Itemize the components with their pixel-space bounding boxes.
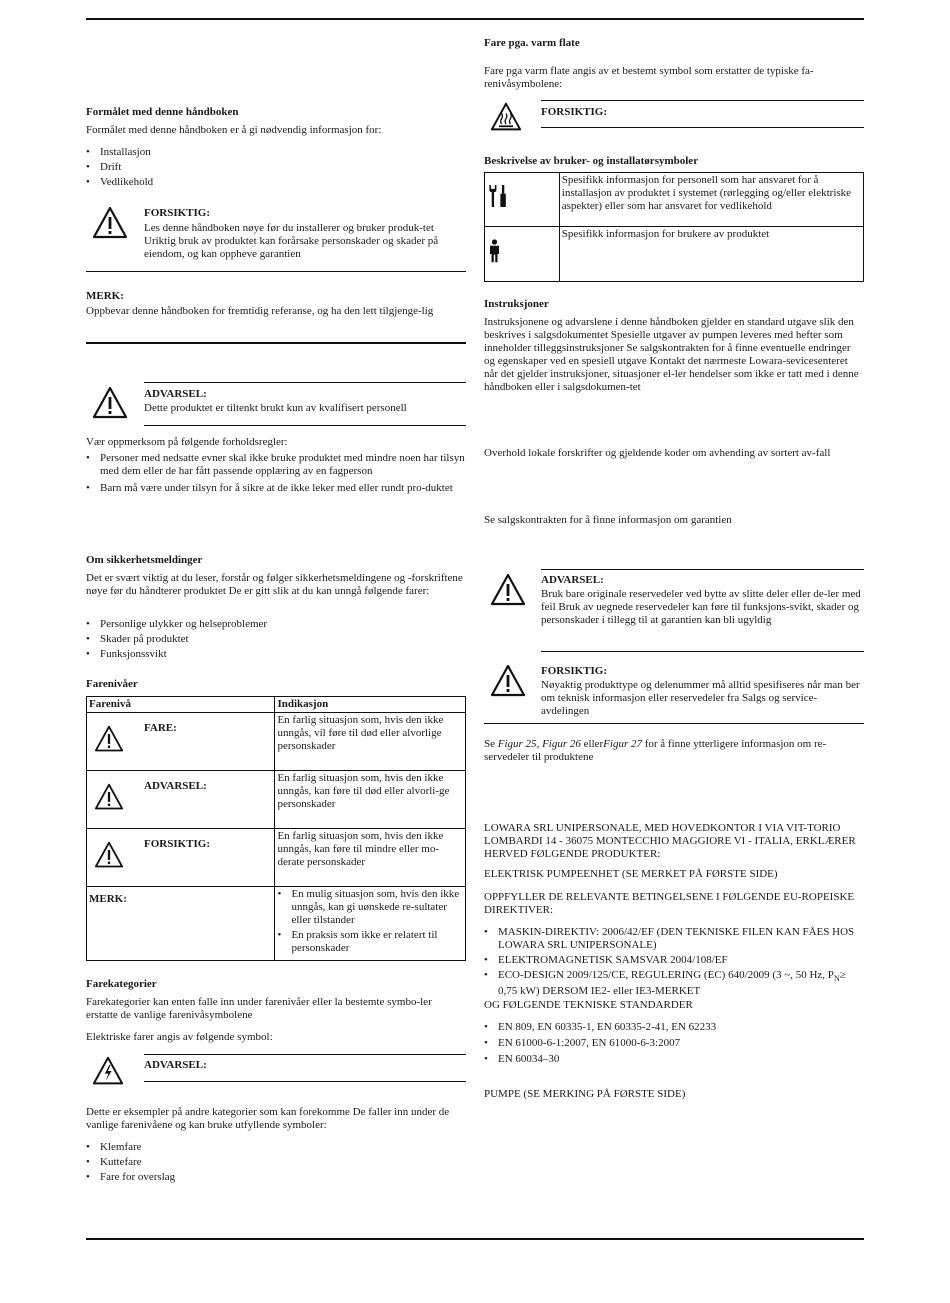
notice-body: Bruk bare originale reservedeler ved bytte av slitte deler eller de-ler med feil Bruk av uegnede reservedeler kan føre til funksjons-svikt, skader og personskader i tillegg til at garantien kan bli ugyldig — [541, 588, 861, 626]
electrical-text: Elektriske farer angis av følgende symbol: — [86, 1031, 273, 1043]
figure-reference: Se Figur 25, Figur 26 ellerFigur 27 for å finne ytterligere informasjon om re-servedeler til produktene — [484, 738, 827, 763]
hot-surface-icon — [490, 102, 522, 132]
symbols-heading: Beskrivelse av bruker- og installatørsymboler — [484, 155, 699, 167]
list-item: • En praksis som ikke er relatert til personskader — [277, 929, 463, 955]
table-row — [485, 173, 864, 227]
directives-list — [484, 926, 862, 998]
list-item: • Skader på produktet — [86, 633, 466, 646]
list-item: • Klemfare — [86, 1141, 466, 1154]
hazard-levels-table — [86, 696, 466, 961]
column-header: Indikasjon — [275, 697, 466, 713]
notice-body: Nøyaktig produkttype og delenummer må alltid spesifiseres når man ber om teknisk informasjon eller reservedeler fra Salgs og service-avdelingen — [541, 679, 860, 717]
merk-list — [277, 888, 463, 955]
caution-notice — [86, 200, 466, 272]
user-icon — [487, 237, 502, 265]
table-row — [87, 829, 466, 887]
list-item: • Fare for overslag — [86, 1171, 466, 1184]
safety-heading: Om sikkerhetsmeldinger — [86, 554, 203, 566]
electrical-warning-notice — [86, 1054, 466, 1082]
notice-body: Les denne håndboken nøye før du installerer og bruker produk-tet Uriktig bruk av produktet kan forårsake personskader og skader på eiendom, og kan oppheve garantien — [144, 222, 439, 260]
user-description: Spesifikk informasjon for brukere av produktet — [559, 227, 863, 282]
notice-title: ADVARSEL: — [144, 388, 207, 400]
list-item: • Kuttefare — [86, 1156, 466, 1169]
figure-link[interactable]: Figur 25 — [497, 738, 537, 750]
figure-link[interactable]: Figur 26 — [542, 738, 581, 750]
table-row — [87, 771, 466, 829]
notice-title: FORSIKTIG: — [541, 106, 608, 118]
declaration-p2: ELEKTRISK PUMPEENHET (SE MERKET PÅ FØRSTE SIDE) — [484, 868, 778, 880]
list-item: • ELEKTROMAGNETISK SAMSVAR 2004/108/EF — [484, 954, 862, 967]
list-item: • ECO-DESIGN 2009/125/CE, REGULERING (EC) 640/2009 (3 ~, 50 Hz, $P_N\ge 0,75$ kW) DERSOM IE2- eller IE3-MERKET — [484, 969, 862, 998]
warning-triangle-icon — [94, 841, 124, 869]
safety-list — [86, 618, 466, 664]
categories-heading: Farekategorier — [86, 978, 157, 990]
notice-title: FORSIKTIG: — [144, 207, 211, 219]
list-item: • Installasjon — [86, 146, 466, 159]
tools-icon — [487, 181, 509, 211]
list-item: • En mulig situasjon som, hvis den ikke unngås, kan gi uønskede re-sultater eller tilstander — [277, 888, 463, 927]
warning-triangle-icon — [94, 725, 124, 753]
list-item: • Personlige ulykker og helseproblemer — [86, 618, 466, 631]
table-row — [87, 887, 466, 961]
figure-link[interactable]: Figur 27 — [603, 738, 642, 750]
purpose-heading: Formålet med denne håndboken — [86, 106, 239, 118]
spare-parts-warning-notice — [484, 569, 864, 652]
categories-list — [86, 1141, 466, 1187]
levels-heading: Farenivåer — [86, 678, 138, 690]
table-row — [485, 227, 864, 282]
instructions-body: Instruksjonene og advarslene i denne håndboken gjelder en standard utgave slik den beskrives i salgsdokumentet Spesielle utgaver av pumpen leveres med hefter som inneholder tilleggsinstruksjoner Se salgskontrakten for å finne eventuelle endringer og egenskaper ved en spesiell utgave Kontakt det nærmeste Lowara-sevicesenteret når det gjelder instruksjoner, situasjoner el-ler hendelser som ikke er tatt med i denne håndboken eller i salgsdokumen-tet — [484, 316, 859, 393]
list-item: • EN 61000-6-1:2007, EN 61000-6-3:2007 — [484, 1037, 864, 1050]
disposal-text: Overhold lokale forskrifter og gjeldende koder om avhending av sortert av-fall — [484, 447, 831, 459]
list-item: • Drift — [86, 161, 466, 174]
hot-surface-body: Fare pga varm flate angis av et bestemt symbol som erstatter de typiske fa-renivåsymbolene: — [484, 65, 814, 90]
note-rule — [86, 342, 466, 344]
hot-surface-heading: Fare pga. varm flate — [484, 37, 580, 49]
list-item: • Barn må være under tilsyn for å sikre at de ikke leker med eller rundt pro-duktet — [86, 482, 466, 495]
part-number-caution-notice — [484, 660, 864, 724]
list-item: • MASKIN-DIREKTIV: 2006/42/EF (DEN TEKNISKE FILEN KAN FÅES HOS LOWARA SRL UNIPERSONALE) — [484, 926, 862, 952]
list-item: • Personer med nedsatte evner skal ikke bruke produktet med mindre noen har tilsyn med dem eller de har fått passende opplæring av en fagperson — [86, 452, 466, 478]
note-title: MERK: — [86, 290, 124, 302]
warning-notice — [86, 382, 466, 426]
list-item: • Vedlikehold — [86, 176, 466, 189]
declaration-p4: OG FØLGENDE TEKNISKE STANDARDER — [484, 999, 693, 1011]
notice-title: FORSIKTIG: — [541, 665, 608, 677]
column-header: Farenivå — [87, 697, 275, 713]
level-label: FARE: — [144, 722, 177, 734]
notice-body: Dette produktet er tiltenkt brukt kun av kvalifisert personell — [144, 402, 407, 414]
safety-body: Det er svært viktig at du leser, forstår og følger sikkerhetsmeldingene og -forskriftene nøye før du håndterer produktet De er gitt slik at du kan unngå følgende farer: — [86, 572, 463, 597]
categories-body: Farekategorier kan enten falle inn under farenivåer eller la bestemte symbo-ler erstatte de vanlige farenivåsymbolene — [86, 996, 432, 1021]
purpose-list — [86, 146, 466, 192]
purpose-intro: Formålet med denne håndboken er å gi nødvendig informasjon for: — [86, 124, 382, 136]
list-item: • EN 809, EN 60335-1, EN 60335-2-41, EN 62233 — [484, 1021, 864, 1034]
warranty-text: Se salgskontrakten for å finne informasjon om garantien — [484, 514, 732, 526]
level-label: MERK: — [87, 887, 275, 961]
table-header-row — [87, 697, 466, 713]
level-indication: En farlig situasjon som, hvis den ikke unngås, vil føre til død eller alvorlige personskader — [275, 713, 466, 771]
bottom-rule — [86, 1238, 864, 1240]
standards-list — [484, 1021, 864, 1069]
level-indication: En farlig situasjon som, hvis den ikke unngås, kan føre til mindre eller mo-derate personskader — [275, 829, 466, 887]
installer-description: Spesifikk informasjon for personell som har ansvaret for å installasjon av produktet i systemet (rørlegging og/eller elektriske aspekter) eller som har ansvaret for vedlikehold — [559, 173, 863, 227]
warning-triangle-icon — [490, 573, 526, 607]
level-label: FORSIKTIG: — [144, 838, 211, 850]
warning-triangle-icon — [92, 206, 128, 240]
notice-title: ADVARSEL: — [144, 1059, 207, 1071]
level-indication: En farlig situasjon som, hvis den ikke unngås, kan føre til død eller alvorli-ge personskader — [275, 771, 466, 829]
examples-text: Dette er eksempler på andre kategorier som kan forekomme De faller inn under de vanlige farenivåene og kan bruke utfyllende symboler: — [86, 1106, 450, 1131]
top-rule — [86, 18, 864, 20]
instructions-heading: Instruksjoner — [484, 298, 549, 310]
hot-surface-caution-notice — [484, 100, 864, 128]
electrical-hazard-icon — [92, 1056, 124, 1086]
table-row — [87, 713, 466, 771]
list-item: • EN 60034–30 — [484, 1053, 864, 1066]
warning-triangle-icon — [490, 664, 526, 698]
level-label: ADVARSEL: — [144, 780, 207, 792]
list-item: • Funksjonssvikt — [86, 648, 466, 661]
warning-triangle-icon — [92, 386, 128, 420]
declaration-p5: PUMPE (SE MERKING PÅ FØRSTE SIDE) — [484, 1088, 686, 1100]
declaration-p3: OPPFYLLER DE RELEVANTE BETINGELSENE I FØLGENDE EU-ROPEISKE DIREKTIVER: — [484, 891, 855, 916]
precautions-intro: Vær oppmerksom på følgende forholdsregler: — [86, 436, 288, 448]
precautions-list — [86, 452, 466, 498]
notice-title: ADVARSEL: — [541, 574, 604, 586]
warning-triangle-icon — [94, 783, 124, 811]
note-body: Oppbevar denne håndboken for fremtidig referanse, og ha den lett tilgjenge-lig — [86, 305, 434, 317]
symbols-table — [484, 172, 864, 282]
declaration-p1: LOWARA SRL UNIPERSONALE, MED HOVEDKONTOR I VIA VIT-TORIO LOMBARDI 14 - 36075 MONTECCHIO MAGGIORE VI - ITALIA, ERKLÆRER HERVED FØLGENDE PRODUKTER: — [484, 822, 856, 860]
